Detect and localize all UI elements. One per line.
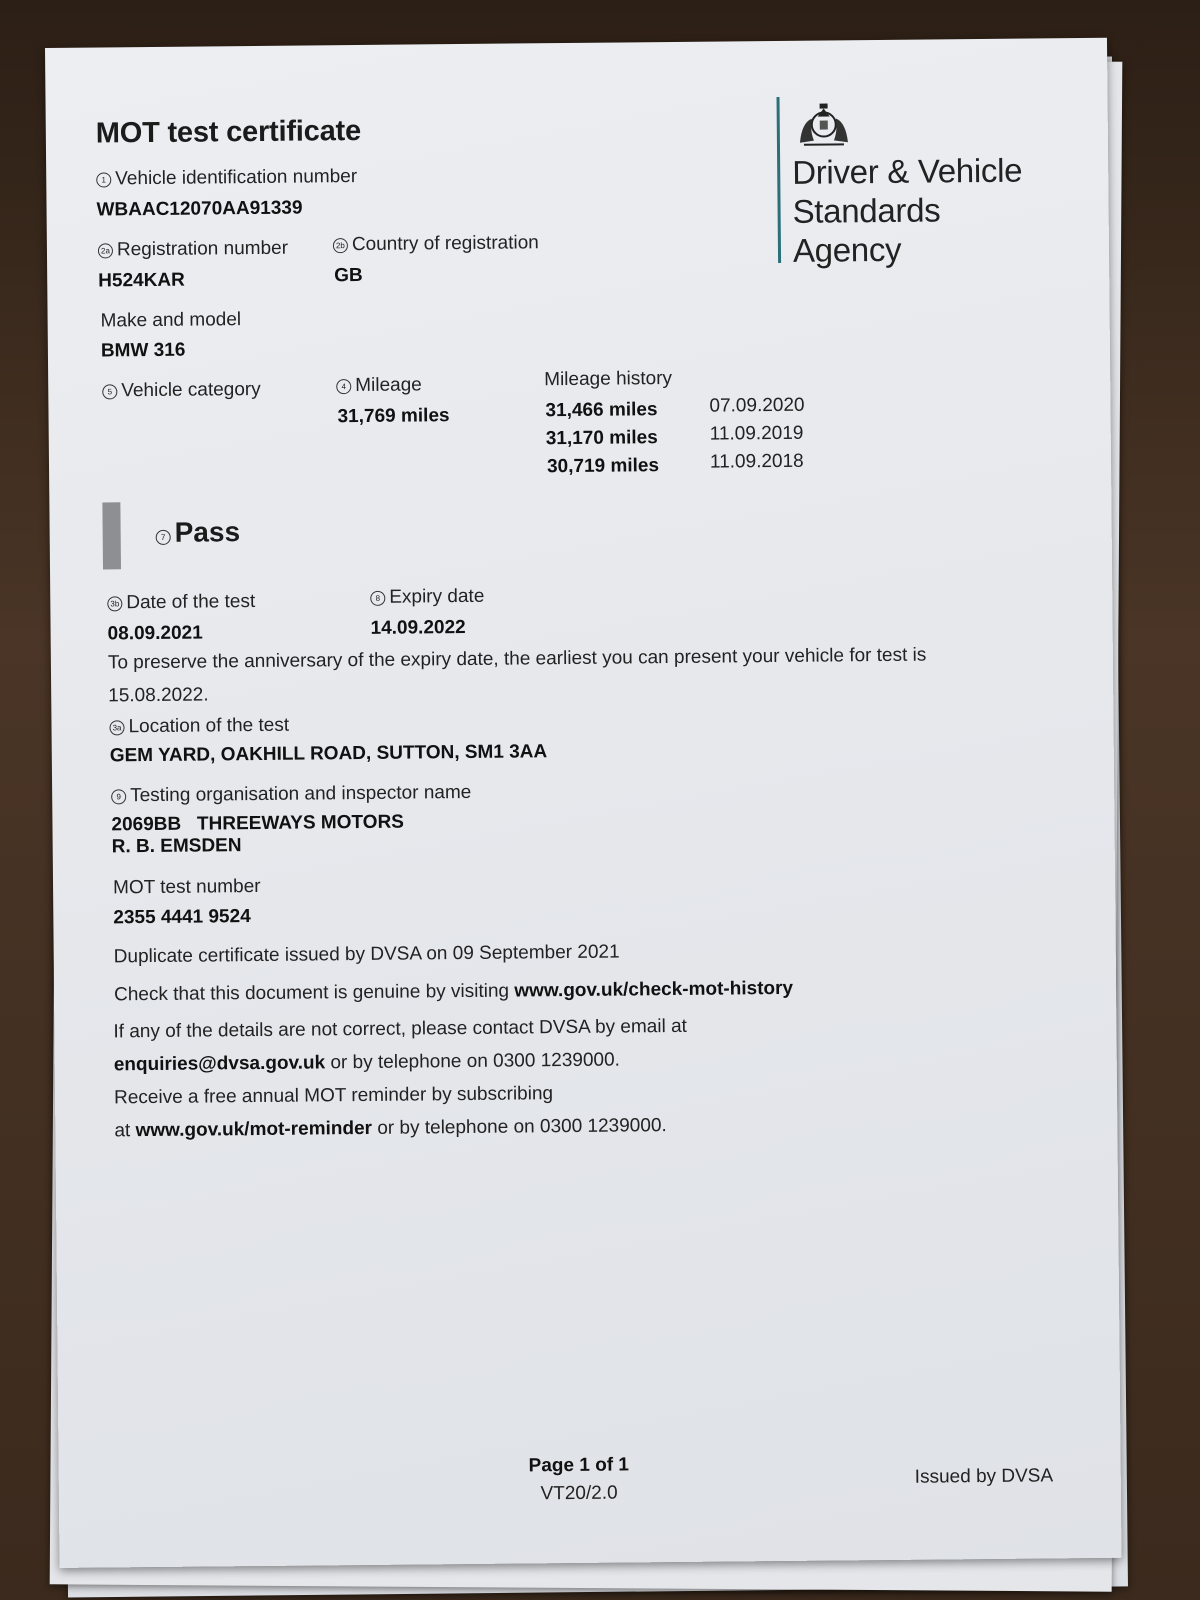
certificate-page [45, 38, 1122, 1568]
test-date-value: 08.09.2021 [107, 622, 203, 645]
certificate-title: MOT test certificate [95, 114, 362, 150]
agency-line-1: Driver & Vehicle [792, 151, 1023, 191]
test-date-label: 3b Date of the test [107, 591, 255, 614]
location-label: 3a Location of the test [109, 715, 289, 739]
form-code: VT20/2.0 [540, 1482, 618, 1505]
mileage-history-label: Mileage history [544, 367, 673, 391]
agency-line-3: Agency [792, 230, 902, 269]
field-number-badge: 3b [107, 596, 122, 611]
reminder-line-2: at www.gov.uk/mot-reminder or by telephone on 0300 1239000. [114, 1115, 667, 1142]
make-label: Make and model [100, 309, 242, 332]
category-label: 5 Vehicle category [102, 379, 261, 403]
agency-line-2: Standards [792, 191, 941, 230]
mot-reminder-link: www.gov.uk/mot-reminder [135, 1117, 373, 1142]
mileage-history-date-2: 11.09.2019 [709, 422, 804, 445]
registration-label: 2a Registration number [98, 238, 288, 262]
vin-value: WBAAC12070AA91339 [96, 197, 303, 221]
reminder-line-1: Receive a free annual MOT reminder by subscribing [113, 1083, 554, 1109]
mileage-history-miles-2: 31,170 miles [545, 427, 658, 450]
test-number-value: 2355 4441 9524 [113, 906, 251, 929]
field-number-badge: 3a [109, 720, 124, 735]
issued-by: Issued by DVSA [914, 1465, 1054, 1488]
page-footer [529, 1454, 630, 1505]
field-number-badge: 8 [370, 591, 385, 606]
agency-name [792, 151, 1023, 270]
mileage-history-date-1: 07.09.2020 [709, 394, 805, 417]
field-number-badge: 9 [111, 789, 126, 804]
country-label: 2b Country of registration [333, 232, 539, 256]
mileage-label: 4 Mileage [336, 374, 422, 397]
organisation-label: 9 Testing organisation and inspector name [111, 782, 471, 807]
organisation-value: 2069BB THREEWAYS MOTORS [111, 811, 405, 836]
field-number-badge: 7 [156, 530, 171, 545]
expiry-date-value: 14.09.2022 [370, 616, 466, 639]
location-value: GEM YARD, OAKHILL ROAD, SUTTON, SM1 3AA [109, 741, 548, 767]
logo-divider [777, 97, 782, 263]
field-number-badge: 1 [96, 172, 111, 187]
field-number-badge: 2b [333, 238, 348, 253]
inspector-name: R. B. EMSDEN [111, 835, 242, 858]
anniversary-line-1: To preserve the anniversary of the expiry date, the earliest you can present your vehicle for test is [107, 644, 927, 674]
anniversary-line-2: 15.08.2022. [108, 684, 209, 707]
result-status: 7 Pass [156, 516, 241, 549]
check-note: Check that this document is genuine by visiting www.gov.uk/check-mot-history [113, 977, 794, 1006]
field-number-badge: 5 [102, 384, 117, 399]
make-value: BMW 316 [100, 339, 186, 362]
reminder-note [114, 1076, 667, 1147]
result-status-bar [102, 502, 121, 569]
duplicate-note: Duplicate certificate issued by DVSA on 09 September 2021 [113, 941, 620, 968]
contact-line-2: enquiries@dvsa.gov.uk or by telephone on 0300 1239000. [113, 1049, 621, 1076]
page-number: Page 1 of 1 [528, 1454, 630, 1477]
contact-line-1: If any of the details are not correct, please contact DVSA by email at [113, 1015, 688, 1043]
contact-email: enquiries@dvsa.gov.uk [113, 1052, 326, 1076]
field-number-badge: 2a [98, 243, 113, 258]
vin-label: 1 Vehicle identification number [96, 166, 357, 191]
mileage-history-miles-1: 31,466 miles [545, 399, 658, 422]
test-number-label: MOT test number [112, 875, 261, 899]
registration-value: H524KAR [98, 269, 185, 292]
contact-note [113, 1010, 687, 1082]
mileage-history-miles-3: 30,719 miles [546, 455, 660, 478]
mileage-value: 31,769 miles [337, 405, 450, 428]
expiry-date-label: 8 Expiry date [370, 586, 484, 609]
anniversary-note [108, 638, 1009, 713]
country-value: GB [334, 264, 363, 287]
mileage-history-date-3: 11.09.2018 [709, 450, 804, 473]
royal-coat-of-arms-icon [791, 94, 856, 151]
field-number-badge: 4 [336, 379, 351, 394]
check-mot-history-link: www.gov.uk/check-mot-history [514, 977, 794, 1002]
